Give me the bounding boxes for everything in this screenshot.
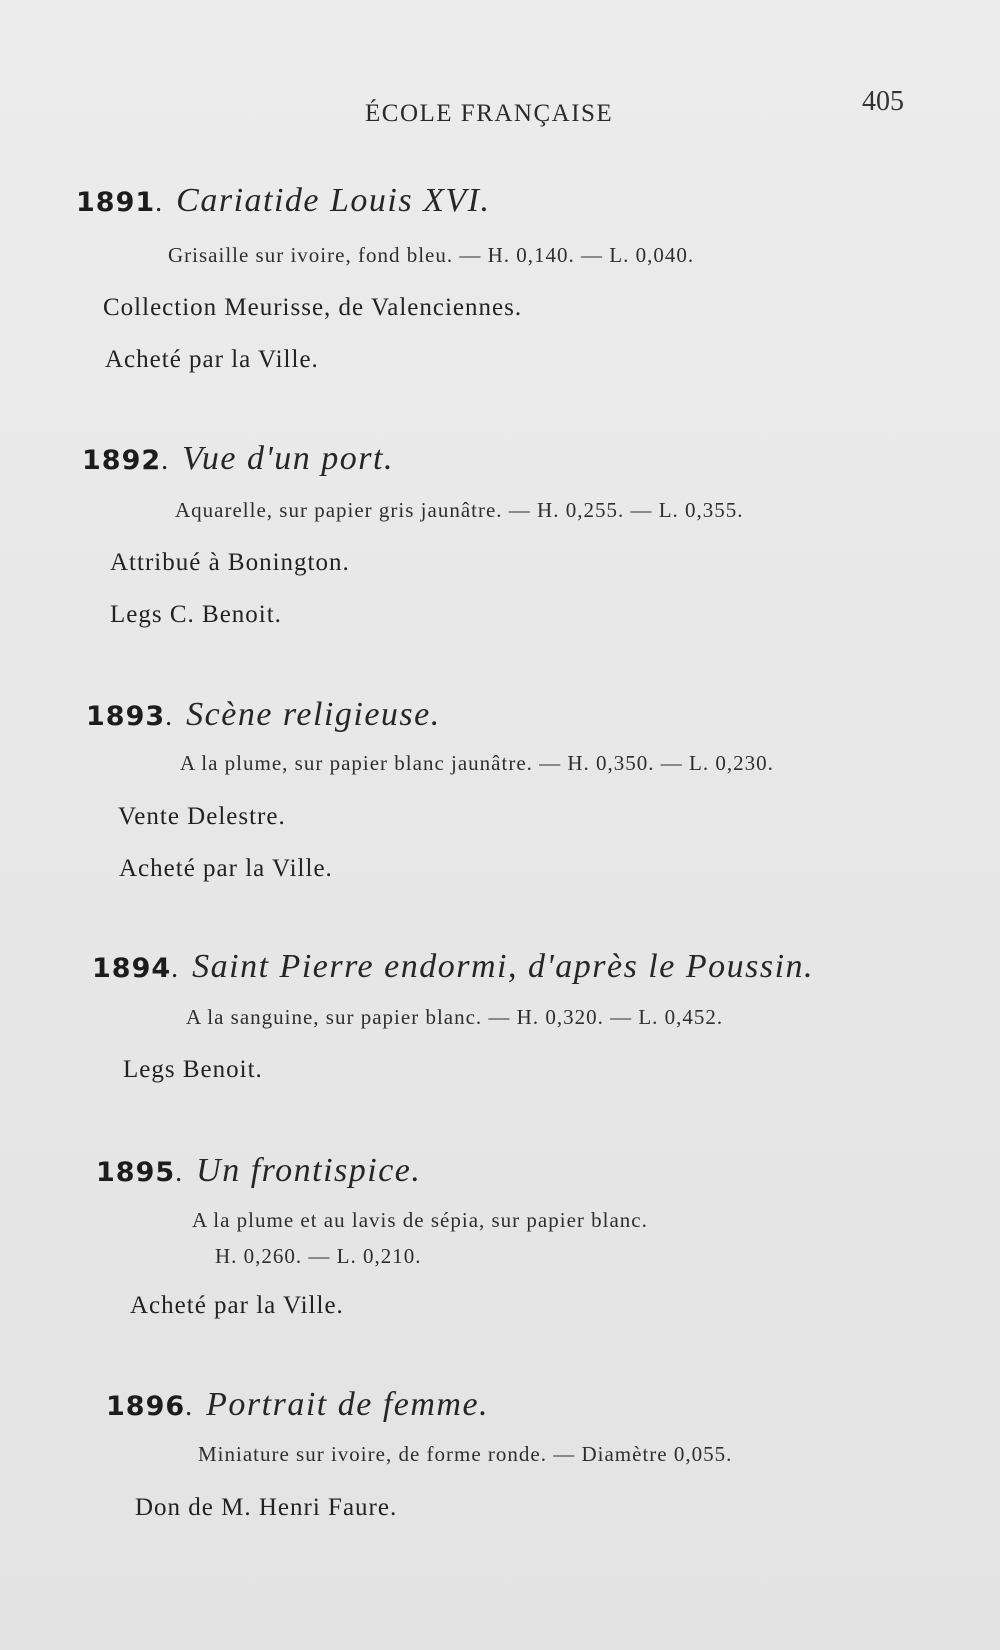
entry-heading (76, 182, 490, 220)
entry-heading (96, 1152, 421, 1190)
entry-number-period: . (165, 701, 173, 732)
entry-number-period: . (185, 1391, 193, 1422)
entry-provenance: Vente Delestre. (118, 803, 286, 830)
entry-number: 1894 (92, 953, 172, 984)
entry-acquisition: Acheté par la Ville. (119, 855, 333, 882)
entry-description: Miniature sur ivoire, de forme ronde. — Diamètre 0,055. (198, 1442, 733, 1466)
entry-heading (86, 696, 441, 734)
entry-number: 1892 (82, 445, 162, 476)
entry-number-period: . (175, 1157, 183, 1188)
entry-description: A la plume, sur papier blanc jaunâtre. — H. 0,350. — L. 0,230. (180, 751, 774, 775)
entry-attribution: Attribué à Bonington. (110, 549, 350, 576)
entry-description: Grisaille sur ivoire, fond bleu. — H. 0,140. — L. 0,040. (168, 243, 695, 267)
entry-heading (92, 948, 814, 986)
running-head: ÉCOLE FRANÇAISE (365, 100, 614, 127)
entry-number: 1895 (96, 1157, 176, 1188)
entry-description: A la sanguine, sur papier blanc. — H. 0,320. — L. 0,452. (186, 1005, 724, 1029)
entry-description: A la plume et au lavis de sépia, sur papier blanc. (192, 1208, 648, 1232)
entry-title: Scène religieuse. (186, 696, 441, 733)
entry-acquisition: Legs Benoit. (123, 1056, 263, 1083)
entry-acquisition: Legs C. Benoit. (110, 601, 282, 628)
entry-number: 1893 (86, 701, 166, 732)
entry-title: Saint Pierre endormi, d'après le Poussin. (192, 948, 815, 985)
entry-heading (82, 440, 394, 478)
entry-number: 1891 (76, 187, 156, 218)
entry-number-period: . (155, 187, 163, 218)
entry-provenance: Collection Meurisse, de Valenciennes. (103, 294, 523, 321)
entry-dimensions: H. 0,260. — L. 0,210. (215, 1244, 422, 1268)
entry-description: Aquarelle, sur papier gris jaunâtre. — H. 0,255. — L. 0,355. (175, 498, 744, 522)
entry-acquisition: Acheté par la Ville. (105, 346, 319, 373)
entry-acquisition: Acheté par la Ville. (130, 1292, 344, 1319)
entry-title: Cariatide Louis XVI. (176, 182, 491, 219)
page-number: 405 (862, 86, 904, 117)
entry-title: Un frontispice. (196, 1152, 422, 1189)
entry-title: Vue d'un port. (182, 440, 394, 477)
entry-number: 1896 (106, 1391, 186, 1422)
entry-heading (106, 1386, 489, 1424)
entry-acquisition: Don de M. Henri Faure. (135, 1494, 398, 1521)
entry-number-period: . (171, 953, 179, 984)
entry-title: Portrait de femme. (206, 1386, 490, 1423)
entry-number-period: . (161, 445, 169, 476)
